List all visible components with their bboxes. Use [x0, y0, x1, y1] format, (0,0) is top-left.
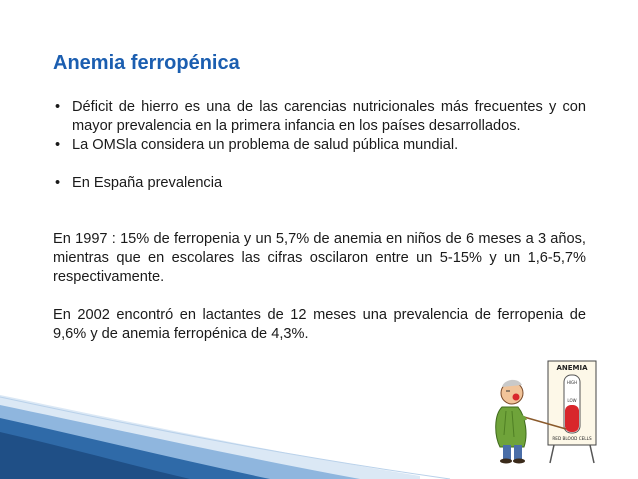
slide-title: Anemia ferropénica: [53, 52, 240, 74]
tube-label: RED BLOOD CELLS: [552, 436, 592, 441]
paragraph-2002: En 2002 encontró en lactantes de 12 meses una prevalencia de ferropenia de 9,6% y de anemia ferropénica de 4,3%.: [53, 307, 586, 342]
chart-label: ANEMIA: [556, 364, 588, 372]
bullet-item: • Déficit de hierro es una de las carencias nutricionales más frecuentes y con mayor prevalencia en la primera infancia en los países desarrollados.: [53, 98, 586, 136]
paragraph-1997: En 1997 : 15% de ferropenia y un 5,7% de anemia en niños de 6 meses a 3 años, mientras que en escolares las cifras oscilaron entre un 5-15% y un 1,6-5,7% respectivamente.: [53, 231, 586, 285]
anemia-doctor-illustration: [488, 355, 600, 465]
high-label: HIGH: [566, 380, 578, 385]
bullet-item: • En España prevalencia: [53, 174, 586, 193]
bullet-item: • La OMSla considera un problema de salud pública mundial.: [53, 136, 586, 155]
low-label: LOW: [567, 398, 577, 403]
bullet-list: [53, 98, 586, 193]
